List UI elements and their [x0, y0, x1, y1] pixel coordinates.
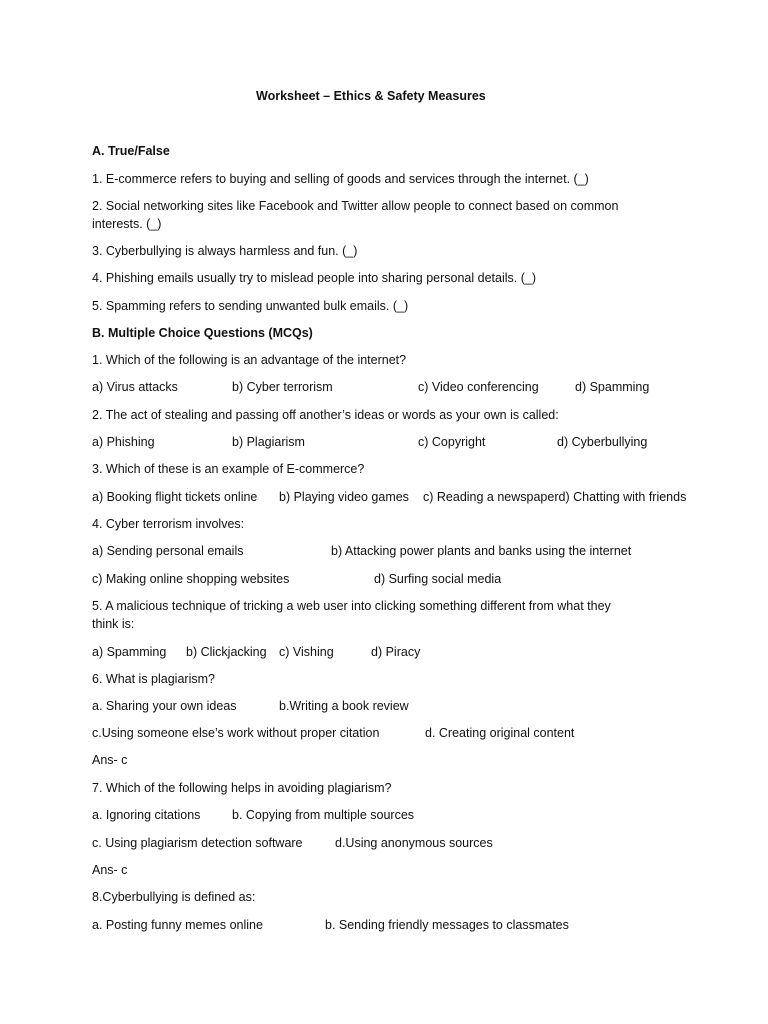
mcq-6-option-b: b.Writing a book review	[279, 699, 409, 713]
mcq-1-option-c: c) Video conferencing	[418, 380, 539, 394]
mcq-6-question: 6. What is plagiarism?	[92, 672, 215, 686]
mcq-2-question: 2. The act of stealing and passing off another’s ideas or words as your own is called:	[92, 408, 559, 422]
mcq-5-question: 5. A malicious technique of tricking a web user into clicking something different from what they	[92, 599, 611, 613]
mcq-7-question: 7. Which of the following helps in avoiding plagiarism?	[92, 781, 392, 795]
mcq-4-option-a: a) Sending personal emails	[92, 544, 244, 558]
tf-item-2-continued: interests. (_)	[92, 217, 162, 231]
tf-item-1: 1. E-commerce refers to buying and selling of goods and services through the internet. (_)	[92, 172, 589, 186]
mcq-6-option-a: a. Sharing your own ideas	[92, 699, 237, 713]
mcq-3-question: 3. Which of these is an example of E-commerce?	[92, 462, 365, 476]
mcq-8-option-b: b. Sending friendly messages to classmates	[325, 918, 569, 932]
tf-item-2: 2. Social networking sites like Facebook and Twitter allow people to connect based on common	[92, 199, 619, 213]
mcq-1-option-d: d) Spamming	[575, 380, 650, 394]
worksheet-title: Worksheet – Ethics & Safety Measures	[256, 89, 486, 103]
mcq-5-option-c: c) Vishing	[279, 645, 334, 659]
mcq-4-option-b: b) Attacking power plants and banks using the internet	[331, 544, 632, 558]
mcq-2-option-d: d) Cyberbullying	[557, 435, 648, 449]
mcq-3-option-a: a) Booking flight tickets online	[92, 490, 258, 504]
mcq-2-option-b: b) Plagiarism	[232, 435, 305, 449]
mcq-7-answer: Ans- c	[92, 863, 128, 877]
mcq-2-option-c: c) Copyright	[418, 435, 486, 449]
mcq-1-question: 1. Which of the following is an advantage of the internet?	[92, 353, 407, 367]
mcq-6-option-c: c.Using someone else’s work without proper citation	[92, 726, 380, 740]
mcq-7-option-a: a. Ignoring citations	[92, 808, 201, 822]
mcq-2-option-a: a) Phishing	[92, 435, 155, 449]
mcq-5-option-a: a) Spamming	[92, 645, 167, 659]
mcq-3-option-b: b) Playing video games	[279, 490, 409, 504]
tf-item-5: 5. Spamming refers to sending unwanted bulk emails. (_)	[92, 299, 409, 313]
mcq-5-option-b: b) Clickjacking	[186, 645, 267, 659]
mcq-6-answer: Ans- c	[92, 753, 128, 767]
mcq-7-option-c: c. Using plagiarism detection software	[92, 836, 303, 850]
mcq-5-question-continued: think is:	[92, 617, 135, 631]
mcq-6-option-d: d. Creating original content	[425, 726, 575, 740]
mcq-4-question: 4. Cyber terrorism involves:	[92, 517, 245, 531]
section-b-heading: B. Multiple Choice Questions (MCQs)	[92, 326, 313, 340]
mcq-5-option-d: d) Piracy	[371, 645, 421, 659]
tf-item-4: 4. Phishing emails usually try to mislead people into sharing personal details. (_)	[92, 271, 536, 285]
tf-item-3: 3. Cyberbullying is always harmless and fun. (_)	[92, 244, 358, 258]
mcq-4-option-d: d) Surfing social media	[374, 572, 502, 586]
mcq-3-option-c: c) Reading a newspaperd) Chatting with friends	[423, 490, 687, 504]
section-a-heading: A. True/False	[92, 144, 170, 158]
mcq-8-question: 8.Cyberbullying is defined as:	[92, 890, 256, 904]
mcq-1-option-a: a) Virus attacks	[92, 380, 178, 394]
mcq-8-option-a: a. Posting funny memes online	[92, 918, 263, 932]
mcq-7-option-d: d.Using anonymous sources	[335, 836, 493, 850]
mcq-4-option-c: c) Making online shopping websites	[92, 572, 290, 586]
mcq-1-option-b: b) Cyber terrorism	[232, 380, 333, 394]
mcq-7-option-b: b. Copying from multiple sources	[232, 808, 415, 822]
